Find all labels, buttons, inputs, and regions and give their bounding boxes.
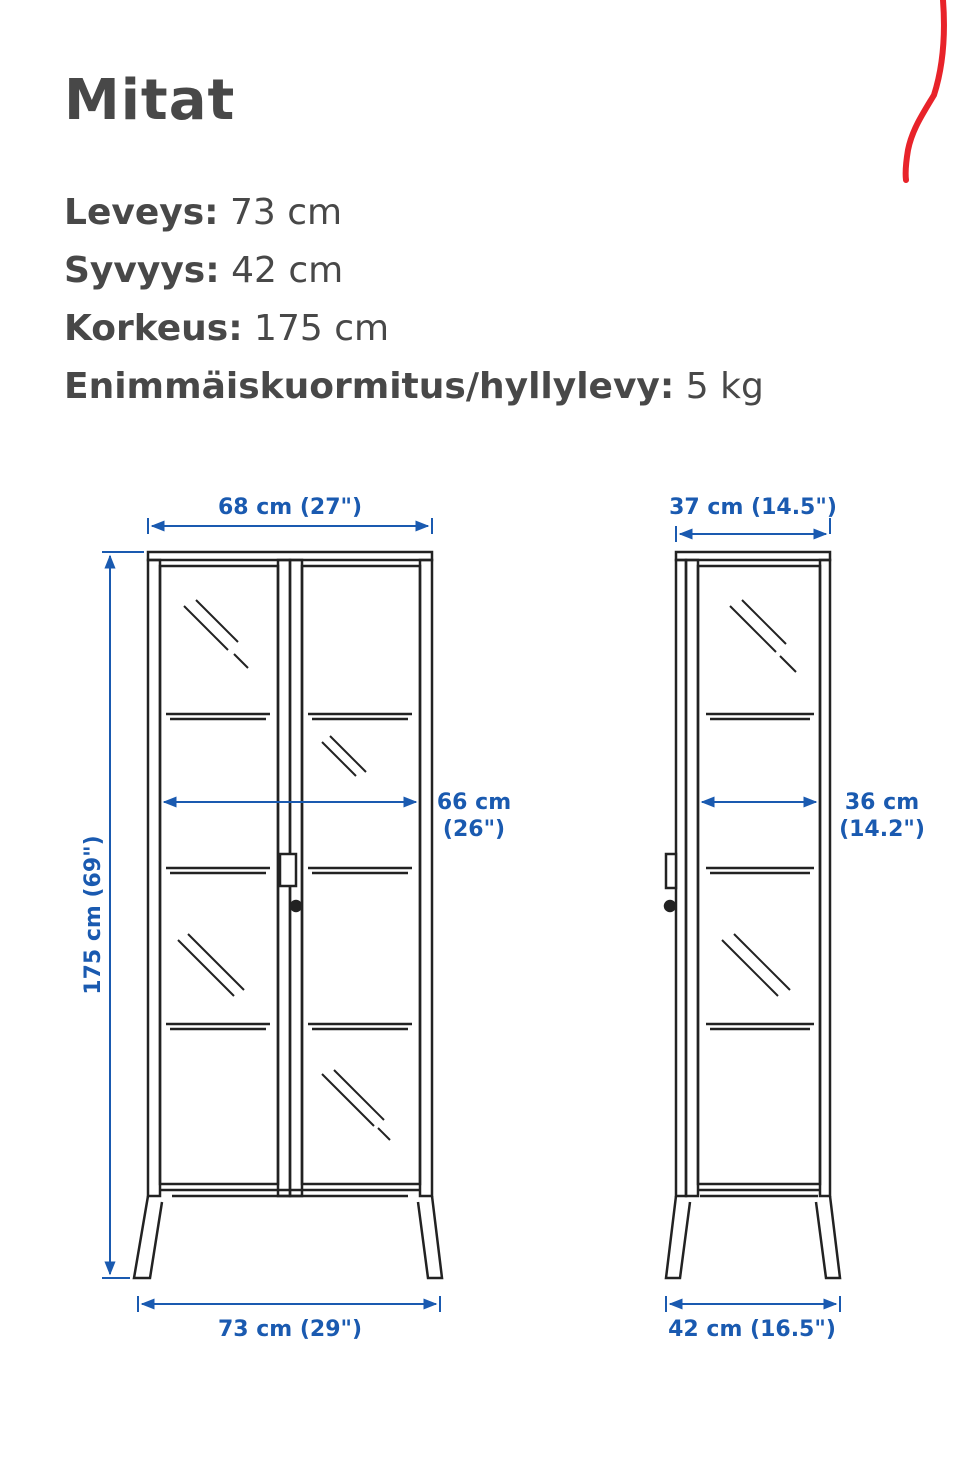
- side-inner-depth-cm-label: 36 cm: [844, 790, 920, 815]
- front-inner-width-in-label: (26"): [442, 817, 506, 842]
- spec-width-value: 73 cm: [229, 192, 343, 233]
- dimension-drawing: [0, 470, 960, 1370]
- spec-max-load-value: 5 kg: [685, 366, 764, 407]
- side-inner-depth-in-label: (14.2"): [839, 817, 925, 842]
- spec-depth-value: 42 cm: [231, 250, 344, 291]
- red-pen-annotation: [880, 0, 960, 190]
- spec-width-label: Leveys:: [64, 192, 219, 233]
- side-view-shelves: [706, 714, 814, 1029]
- spec-height-label: Korkeus:: [64, 308, 243, 349]
- front-inner-width-cm-label: 66 cm: [436, 790, 512, 815]
- front-view-cabinet: [134, 552, 442, 1278]
- spec-depth-label: Syvyys:: [64, 250, 220, 291]
- spec-max-load: [64, 364, 764, 422]
- spec-max-load-label: Enimmäiskuormitus/hyllylevy:: [64, 366, 675, 407]
- front-bottom-width-label: 73 cm (29"): [217, 1317, 363, 1342]
- spec-list: [64, 190, 764, 422]
- side-view-cabinet: [665, 552, 840, 1278]
- page-title: Mitat: [64, 68, 236, 133]
- side-top-depth-label: 37 cm (14.5"): [669, 495, 837, 520]
- spec-height-value: 175 cm: [254, 308, 390, 349]
- front-height-label: 175 cm (69"): [81, 835, 106, 995]
- side-view-glass-reflections: [722, 600, 796, 996]
- side-view-dimension-lines: [666, 518, 840, 1312]
- front-view-dimension-lines: [102, 518, 440, 1312]
- spec-height: [64, 306, 764, 364]
- side-bottom-depth-label: 42 cm (16.5"): [668, 1317, 836, 1342]
- front-top-width-label: 68 cm (27"): [217, 495, 363, 520]
- spec-depth: [64, 248, 764, 306]
- spec-width: [64, 190, 764, 248]
